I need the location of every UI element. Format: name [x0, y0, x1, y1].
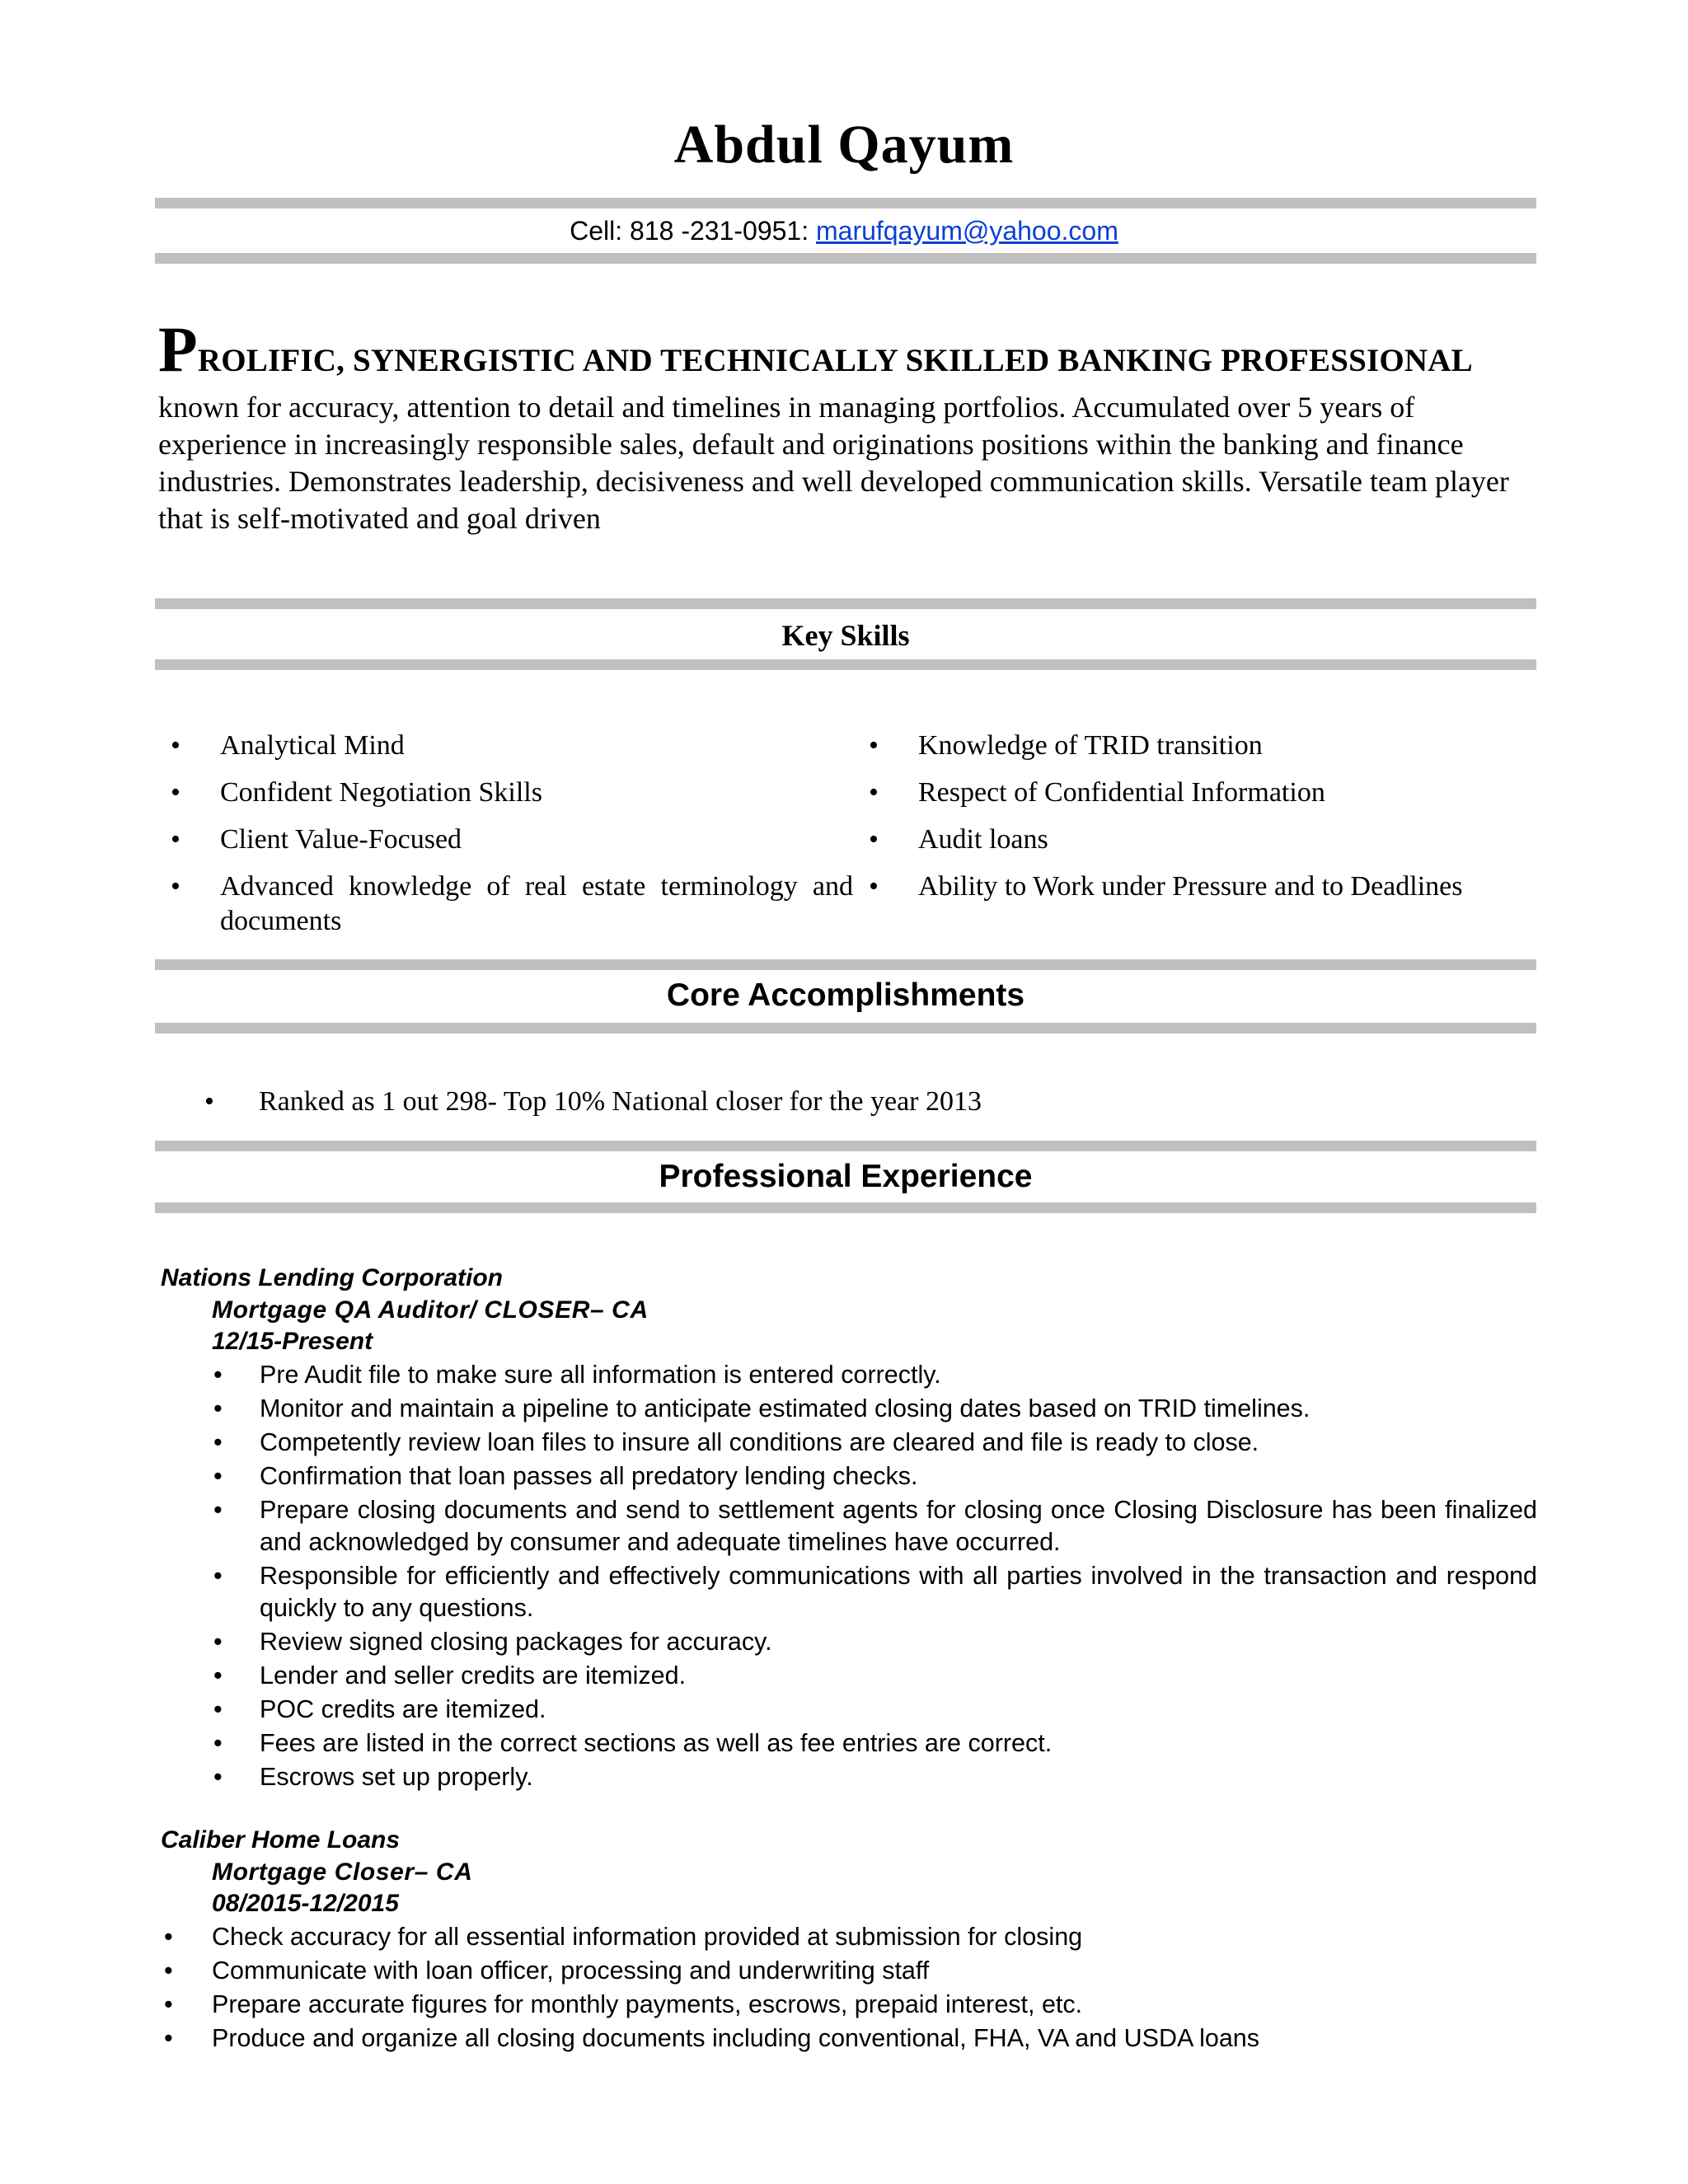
skill-item: • Audit loans [867, 823, 1536, 857]
job-title: Mortgage QA Auditor/ CLOSER– CA [212, 1296, 649, 1324]
divider [155, 1023, 1536, 1033]
duty-item: • Review signed closing packages for accuracy. [161, 1626, 1537, 1658]
job-dates: 08/2015-12/2015 [212, 1890, 399, 1917]
divider [155, 198, 1536, 209]
profile-summary: known for accuracy, attention to detail and timelines in managing portfolios. Accumulated over 5 years of experience in increasingly responsible sales, default and originations positions within the banking and finance industries. Demonstrates leadership, decisiveness and well developed communication skills. Versatile team player that is self-motivated and goal driven [158, 391, 1509, 535]
skills-list-left [169, 729, 853, 939]
candidate-name: Abdul Qayum [673, 115, 1015, 175]
accomplishments-heading: Core Accomplishments [666, 977, 1025, 1013]
duty-item: • Communicate with loan officer, processing and underwriting staff [161, 1955, 1537, 1987]
phone-text: Cell: 818 -231-0951: [570, 216, 816, 246]
email-link[interactable]: marufqayum@yahoo.com [816, 216, 1118, 246]
skill-item: • Client Value-Focused [169, 823, 853, 857]
duty-item: • Responsible for efficiently and effectively communications with all parties involved in the transaction and respond quickly to any questions. [161, 1560, 1537, 1624]
profile-headline [158, 313, 1473, 385]
divider [155, 659, 1536, 670]
job-entry [161, 1824, 1537, 2056]
divider [155, 253, 1536, 264]
duty-item: • Monitor and maintain a pipeline to anticipate estimated closing dates based on TRID timelines. [161, 1393, 1537, 1425]
duty-item: • POC credits are itemized. [161, 1694, 1537, 1726]
duty-item: • Prepare closing documents and send to settlement agents for closing once Closing Disclosure has been finalized and acknowledged by consumer and adequate timelines have occurred. [161, 1494, 1537, 1558]
accomplishments-list [204, 1085, 982, 1119]
headline-text: ROLIFIC, SYNERGISTIC AND TECHNICALLY SKILLED BANKING PROFESSIONAL [197, 343, 1473, 378]
skills-list-right [867, 729, 1536, 916]
job-entry [161, 1262, 1537, 1795]
skill-item: • Analytical Mind [169, 729, 853, 763]
duties-list [161, 1921, 1537, 2055]
divider [155, 1202, 1536, 1213]
contact-line [0, 216, 1688, 246]
skill-item: • Confident Negotiation Skills [169, 776, 853, 810]
duty-item: • Check accuracy for all essential information provided at submission for closing [161, 1921, 1537, 1953]
skill-item: • Ability to Work under Pressure and to Deadlines [867, 869, 1536, 904]
key-skills-heading: Key Skills [781, 619, 910, 652]
duty-item: • Competently review loan files to insure all conditions are cleared and file is ready to close. [161, 1427, 1537, 1459]
duty-item: • Produce and organize all closing documents including conventional, FHA, VA and USDA loans [161, 2022, 1537, 2055]
duty-item: • Fees are listed in the correct sections as well as fee entries are correct. [161, 1727, 1537, 1760]
divider [155, 959, 1536, 970]
duty-item: • Pre Audit file to make sure all information is entered correctly. [161, 1359, 1537, 1391]
duty-item: • Prepare accurate figures for monthly payments, escrows, prepaid interest, etc. [161, 1989, 1537, 2021]
experience-heading: Professional Experience [659, 1159, 1033, 1194]
accomplishment-item: • Ranked as 1 out 298- Top 10% National closer for the year 2013 [204, 1085, 982, 1119]
duties-list [161, 1359, 1537, 1793]
job-dates: 12/15-Present [212, 1328, 373, 1355]
skill-item: • Respect of Confidential Information [867, 776, 1536, 810]
headline-initial: P [158, 313, 198, 385]
divider [155, 1141, 1536, 1151]
duty-item: • Confirmation that loan passes all predatory lending checks. [161, 1460, 1537, 1493]
company-name: Caliber Home Loans [161, 1826, 401, 1854]
skill-item: • Knowledge of TRID transition [867, 729, 1536, 763]
duty-item: • Escrows set up properly. [161, 1761, 1537, 1793]
duty-item: • Lender and seller credits are itemized. [161, 1660, 1537, 1692]
divider [155, 598, 1536, 609]
company-name: Nations Lending Corporation [161, 1264, 503, 1291]
skill-item: • Advanced knowledge of real estate terminology and documents [169, 869, 853, 939]
job-title: Mortgage Closer– CA [212, 1858, 473, 1886]
